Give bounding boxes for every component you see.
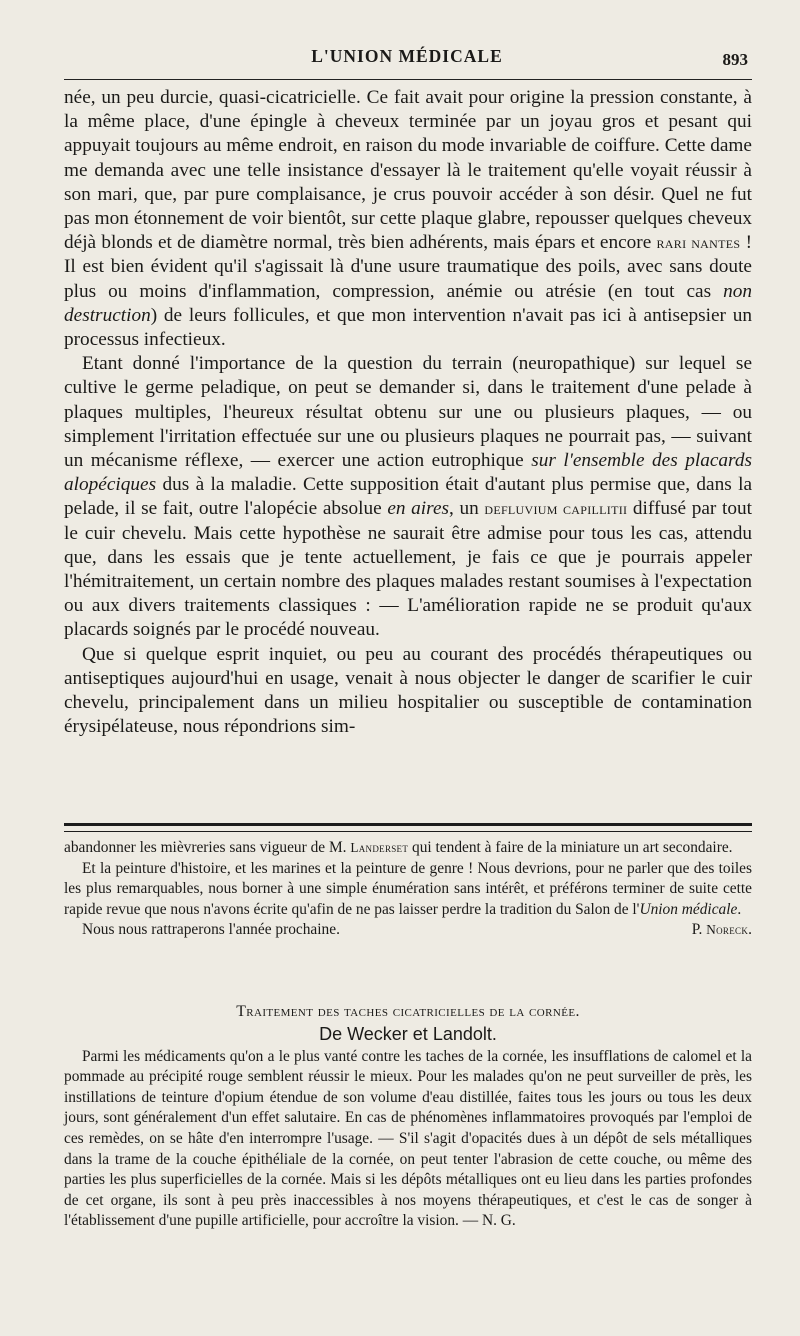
signature: P. Noreck. — [691, 921, 752, 939]
journal-title: L'UNION MÉDICALE — [311, 46, 503, 66]
article-heading: Traitement des taches cicatricielles de la cornée. — [236, 1003, 580, 1020]
paragraph: Que si quelque esprit inquiet, ou peu au courant des procédés thérapeutiques ou antiseptiques aujourd'hui en usage, venait à nous objecter le danger de scarifier le cuir chevelu, principalement dans un milieu hospitalier ou susceptible de contamination érysipélateuse, nous répondrions sim- — [64, 643, 752, 738]
emphasis: en aires — [387, 498, 450, 520]
latin-phrase: defluvium capillitii — [484, 499, 628, 519]
paragraph: Etant donné l'importance de la question du terrain (neuropathique) sur lequel se cultive le germe peladique, on peut se demander si, dans le traitement d'une pelade à plaques multiples, l'heureux résultat obtenu sur une ou plusieurs plaques, — ou simplement l'irritation effectuée sur une ou plusieurs plaques ne pourrait pas, — suivant un mécanisme réflexe, — exercer une action eutrophique sur l'ensemble des placards alopéciques dus à la maladie. Cette supposition était d'autant plus permise que, dans la pelade, il se fait, outre l'alopécie absolue en aires, un defluvium capillitii diffusé par tout le cuir chevelu. Mais cette hypothèse ne saurait être admise pour tous les cas, attendu que, dans les essais que je tente actuellement, je fais ce que je pourrais appeler l'hémitraitement, un certain nombre des plaques malades restant soumises à l'expectation ou aux divers traitements classiques : — L'amélioration rapide ne se produit qu'aux placards soignés par le procédé nouveau. — [64, 353, 752, 641]
emphasis: Union médicale — [639, 900, 738, 918]
header-rule — [64, 79, 752, 80]
feuilleton-text — [64, 838, 752, 941]
running-header — [62, 44, 752, 80]
emphasis: sur l'ensemble des placards alopéciques — [64, 450, 752, 496]
article — [64, 1002, 752, 1247]
page-number: 893 — [722, 50, 748, 69]
article-authors: De Wecker et Landolt. — [319, 1023, 497, 1044]
paragraph: née, un peu durcie, quasi-cicatricielle. Ce fait avait pour origine la pression constante, à la même place, d'une épingle à cheveux terminée par un joyau gros et pesant qui appuyait toujours au même endroit, en raison du mode invariable de coiffure. Cette dame me demanda avec une telle insistance d'essayer là le traitement qu'elle voyait réussir à son mari, que, par pure complaisance, je crus pouvoir accéder à son désir. Quel ne fut pas mon étonnement de voir bientôt, sur cette plaque glabre, repousser quelques cheveux déjà blonds et de diamètre normal, très bien adhérents, mais épars et encore rari nantes ! Il est bien évident qu'il s'agissait là d'une usure traumatique des poils, avec sans doute plus ou moins d'inflammation, compression, anémie ou atrésie (en tout cas non destruction) de leurs follicules, et que mon intervention n'avait pas ici à antisepsier un processus infectieux. — [64, 87, 752, 351]
signature-line: Nous nous rattraperons l'année prochaine. P. Noreck. — [64, 920, 752, 941]
emphasis: non destruction — [64, 280, 752, 326]
latin-phrase: rari nantes — [656, 233, 741, 253]
section-divider — [64, 823, 752, 832]
note-paragraph: abandonner les mièvreries sans vigueur de M. Landerset qui tendent à faire de la miniature un art secondaire. — [64, 839, 733, 856]
article-body: Parmi les médicaments qu'on a le plus vanté contre les taches de la cornée, les insufflations de calomel et la pommade au précipité rouge semblent réussir le mieux. Pour les malades qu'on ne peut surveiller de près, les instillations de teinture d'opium étendue de son volume d'eau distillée, faites tous les jours ou tous les deux jours, sont généralement d'un effet salutaire. En cas de phénomènes inflammatoires provoqués par l'emploi de ces remèdes, on se hâte d'en interrompre l'usage. — S'il s'agit d'opacités dues à un dépôt de sels métalliques dans la trame de la couche épithéliale de la cornée, on peut tenter l'abrasion de cette couche, ou même des parties les plus superficielles de la cornée. Mais si les dépôts métalliques ont eu lieu dans les parties profondes de cet organe, ils sont à peu près inaccessibles à nos moyens thérapeutiques, et c'est le cas de songer à l'établissement d'une pupille artificielle, pour accroître la vision. — N. G. — [64, 1047, 752, 1230]
note-paragraph: Et la peinture d'histoire, et les marines et la peinture de genre ! Nous devrions, pour ne parler que des toiles les plus remarquables, nous borner à une simple énumération sans intérêt, et préférons terminer de suite cette rapide revue que nous n'avons écrite qu'afin de ne pas laisser perdre la tradition du Salon de l'Union médicale. — [64, 859, 752, 918]
main-text — [64, 86, 752, 739]
person-name: Landerset — [350, 840, 409, 855]
